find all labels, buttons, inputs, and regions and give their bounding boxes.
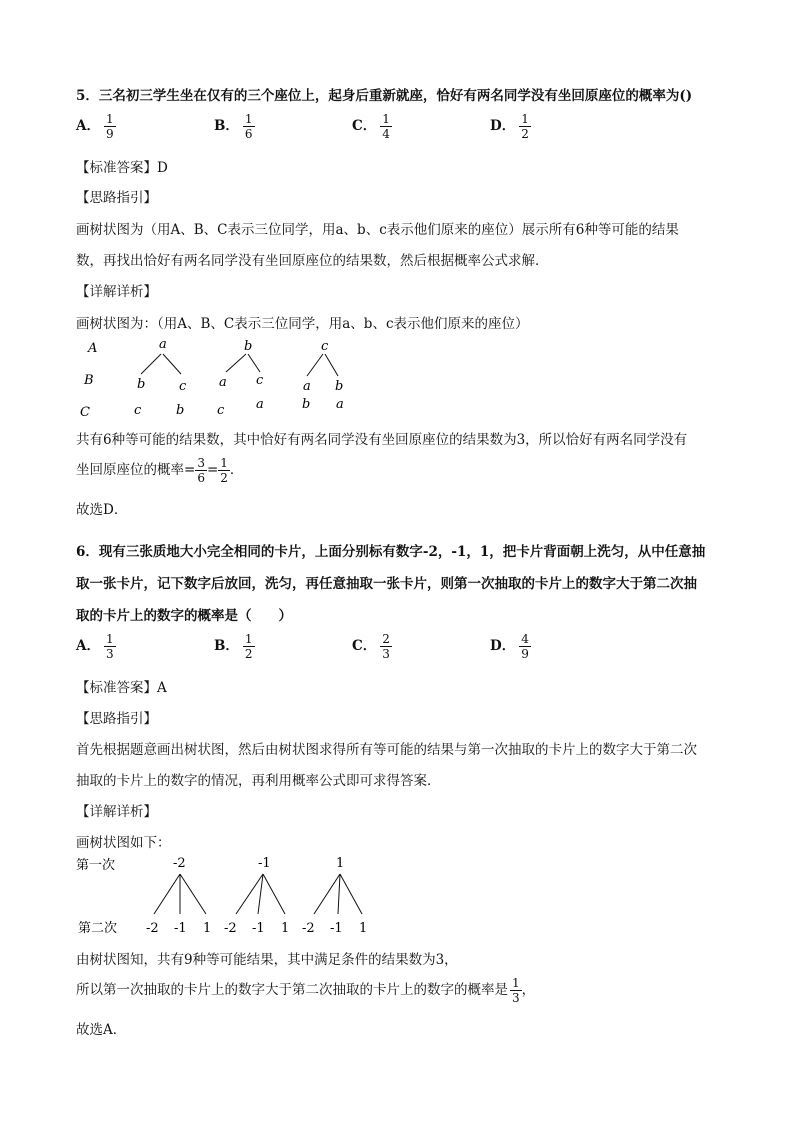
tree-row-label: A — [88, 341, 98, 356]
tree-leaf-node: -1 — [252, 921, 265, 936]
q6-hint-line-1: 首先根据题意画出树状图，然后由树状图求得所有等可能的结果与第一次抽取的卡片上的数字大于第二次 — [76, 742, 697, 758]
option-letter: B． — [214, 118, 239, 134]
tree-node: b — [176, 403, 185, 418]
tree-node: c — [321, 339, 329, 354]
tree-node: b — [335, 379, 344, 394]
q5-tree-diagram — [70, 334, 370, 426]
tree-node: a — [159, 337, 167, 352]
tree-node: b — [302, 397, 311, 412]
q5-hint-label: 【思路指引】 — [76, 190, 157, 206]
q6-final-answer: 故选A． — [76, 1022, 127, 1038]
tree-node: c — [217, 403, 225, 418]
tree-node: a — [256, 397, 264, 412]
option-letter: C． — [352, 118, 377, 134]
q6-stem-line-1: 6．现有三张质地大小完全相同的卡片，上面分别标有数字-2，-1，1，把卡片背面朝上洗匀，从中任意抽 — [76, 544, 706, 560]
option-fraction: $\frac{1}{6}$ — [244, 112, 253, 141]
q6-stem-line-3: 取的卡片上的数字的概率是（ ） — [76, 608, 292, 624]
tree-edge — [154, 874, 180, 914]
option-fraction: $\frac{1}{9}$ — [105, 112, 114, 141]
q6-detail-label: 【详解详析】 — [76, 804, 157, 820]
answer-label: 【标准答案】 — [76, 160, 157, 176]
tree-row-label: C — [80, 405, 90, 420]
q5-answer — [76, 156, 168, 176]
q5-option-c[interactable] — [352, 112, 392, 141]
q5-stem: 5．三名初三学生坐在仅有的三个座位上，起身后重新就座，恰好有两名同学没有坐回原座位的概率为() — [76, 88, 693, 104]
tree-edge — [226, 354, 246, 372]
option-letter: A． — [76, 118, 100, 134]
tree-edge — [141, 354, 161, 374]
tree-edge — [325, 354, 338, 376]
q6-result-line-2 — [76, 976, 535, 1005]
option-letter: C． — [352, 638, 377, 654]
q6-result-line-1: 由树状图知，共有9种等可能结果，其中满足条件的结果数为3， — [76, 952, 458, 968]
tree-root-node: -2 — [173, 856, 186, 871]
q5-option-b[interactable] — [214, 112, 255, 141]
result-end: ， — [521, 982, 536, 998]
tree-leaf-node: 1 — [203, 921, 212, 936]
q6-option-c[interactable] — [352, 632, 392, 661]
q5-detail-intro: 画树状图为：（用A、B、C表示三位同学，用a、b、c表示他们原来的座位） — [76, 316, 529, 332]
equals-sign: = — [206, 462, 219, 478]
option-letter: A． — [76, 638, 100, 654]
tree-leaf-node: -1 — [330, 921, 343, 936]
tree-leaf-node: -2 — [224, 921, 237, 936]
option-letter: D． — [490, 638, 516, 654]
tree-node: c — [179, 379, 187, 394]
tree-edge — [248, 354, 260, 372]
q5-conclusion-line-2 — [76, 456, 243, 485]
q5-option-d[interactable] — [490, 112, 531, 141]
tree-node: a — [219, 375, 227, 390]
q6-tree-diagram — [70, 848, 390, 942]
fraction-one-third: $\frac{1}{3}$ — [512, 976, 520, 1005]
option-fraction: $\frac{2}{3}$ — [382, 632, 390, 661]
q6-stem-line-2: 取一张卡片，记下数字后放回，洗匀，再任意抽取一张卡片，则第一次抽取的卡片上的数字大于第二次抽 — [76, 576, 697, 592]
q6-option-a[interactable] — [76, 632, 116, 661]
q6-detail-intro: 画树状图如下： — [76, 835, 171, 851]
tree-first-label: 第一次 — [76, 858, 116, 873]
tree-row-label: B — [84, 373, 94, 388]
tree-edge — [338, 874, 340, 914]
tree-node: b — [137, 377, 146, 392]
q5-conclusion-line-1: 共有6种等可能的结果数，其中恰好有两名同学没有坐回原座位的结果数为3，所以恰好有两名同学没有 — [76, 432, 688, 448]
q5-hint-line-1: 画树状图为（用A、B、C表示三位同学，用a、b、c表示他们原来的座位）展示所有6种等可能的结果 — [76, 222, 679, 238]
q6-hint-line-2: 抽取的卡片上的数字的情况，再利用概率公式即可求得答案． — [76, 773, 441, 789]
option-fraction: $\frac{4}{9}$ — [521, 632, 529, 661]
tree-node: c — [256, 373, 264, 388]
tree-leaf-node: 1 — [359, 921, 368, 936]
q5-detail-label: 【详解详析】 — [76, 284, 157, 300]
option-letter: B． — [214, 638, 239, 654]
option-fraction: $\frac{1}{2}$ — [244, 632, 253, 661]
answer-value: A — [157, 680, 167, 696]
tree-edge — [180, 874, 206, 914]
q5-option-a[interactable] — [76, 112, 116, 141]
fraction-one-half: $\frac{1}{2}$ — [220, 456, 228, 485]
tree-leaf-node: 1 — [281, 921, 290, 936]
tree-leaf-node: -1 — [174, 921, 187, 936]
tree-leaf-node: -2 — [146, 921, 159, 936]
option-fraction: $\frac{1}{4}$ — [382, 112, 390, 141]
tree-edge — [163, 354, 181, 374]
q6-answer — [76, 676, 167, 696]
q6-hint-label: 【思路指引】 — [76, 711, 157, 727]
tree-node: b — [244, 339, 253, 354]
q6-option-d[interactable] — [490, 632, 531, 661]
conclusion-text: 坐回原座位的概率= — [76, 462, 196, 478]
tree-root-node: 1 — [336, 856, 345, 871]
tree-second-label: 第二次 — [78, 921, 118, 936]
conclusion-end: ． — [229, 462, 244, 478]
tree-node: a — [336, 397, 344, 412]
tree-edge — [307, 354, 323, 376]
result-text: 所以第一次抽取的卡片上的数字大于第二次抽取的卡片上的数字的概率是 — [76, 982, 508, 998]
q6-option-b[interactable] — [214, 632, 255, 661]
tree-edge — [263, 874, 285, 914]
answer-value: D — [157, 160, 168, 176]
q5-hint-line-2: 数，再找出恰好有两名同学没有坐回原座位的结果数，然后根据概率公式求解． — [76, 253, 549, 269]
option-fraction: $\frac{1}{3}$ — [105, 632, 114, 661]
answer-label: 【标准答案】 — [76, 680, 157, 696]
option-letter: D． — [490, 118, 516, 134]
tree-leaf-node: -2 — [302, 921, 315, 936]
q5-final-answer: 故选D． — [76, 502, 128, 518]
tree-edge — [340, 874, 362, 914]
tree-edge — [314, 874, 340, 914]
tree-node: c — [134, 403, 142, 418]
tree-root-node: -1 — [258, 856, 271, 871]
tree-node: a — [303, 379, 311, 394]
option-fraction: $\frac{1}{2}$ — [521, 112, 529, 141]
fraction-three-sixths: $\frac{3}{6}$ — [197, 456, 205, 485]
